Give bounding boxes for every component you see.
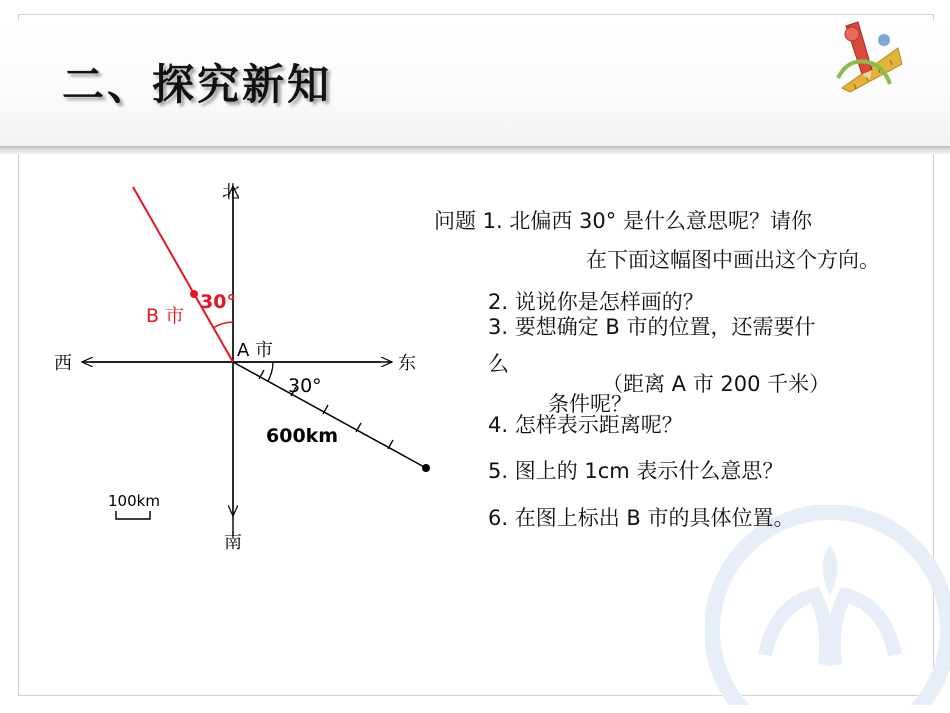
angle-b-label: 30° xyxy=(200,291,236,313)
city-b-label: B 市 xyxy=(146,305,185,327)
angle-arc-b xyxy=(213,322,233,328)
question-5: 5. 图上的 1cm 表示什么意思？ xyxy=(488,459,784,483)
question-3-line-1: 3. 要想确定 B 市的位置，还需要什 xyxy=(488,315,816,339)
city-b-point xyxy=(190,290,198,298)
south-label: 南 xyxy=(224,532,242,553)
scale-bar xyxy=(116,511,150,519)
ruler-pencil-logo-icon xyxy=(828,18,908,96)
city-a-label: A 市 xyxy=(237,340,274,361)
route-to-b xyxy=(133,187,233,362)
angle-arc-se xyxy=(268,362,273,381)
question-6: 6. 在图上标出 B 市的具体位置。 xyxy=(488,506,795,530)
endpoint-dot xyxy=(422,464,430,472)
scale-label: 100km xyxy=(108,492,160,510)
west-label: 西 xyxy=(54,353,72,374)
question-1-line-1: 问题 1. 北偏西 30° 是什么意思呢？请你 xyxy=(434,209,812,233)
north-label: 北 xyxy=(222,182,240,203)
question-1-line-2: 在下面这幅图中画出这个方向。 xyxy=(586,248,880,272)
question-3-line-2: 么 xyxy=(488,352,509,376)
question-2: 2. 说说你是怎样画的？ xyxy=(488,290,704,314)
angle-se-label: 30° xyxy=(288,375,322,397)
east-label: 东 xyxy=(398,353,416,374)
question-4: 4. 怎样表示距离呢？ xyxy=(488,413,683,437)
title-divider xyxy=(0,146,950,154)
route-south-east xyxy=(233,362,426,468)
compass-diagram xyxy=(0,160,470,560)
question-3-hint: （距离 A 市 200 千米） xyxy=(602,372,831,396)
question-3-line-3: 条件呢？ xyxy=(548,392,632,416)
hands-watermark-icon xyxy=(705,505,950,705)
distance-label: 600km xyxy=(266,425,339,447)
page-title: 二、探究新知 xyxy=(62,60,333,109)
